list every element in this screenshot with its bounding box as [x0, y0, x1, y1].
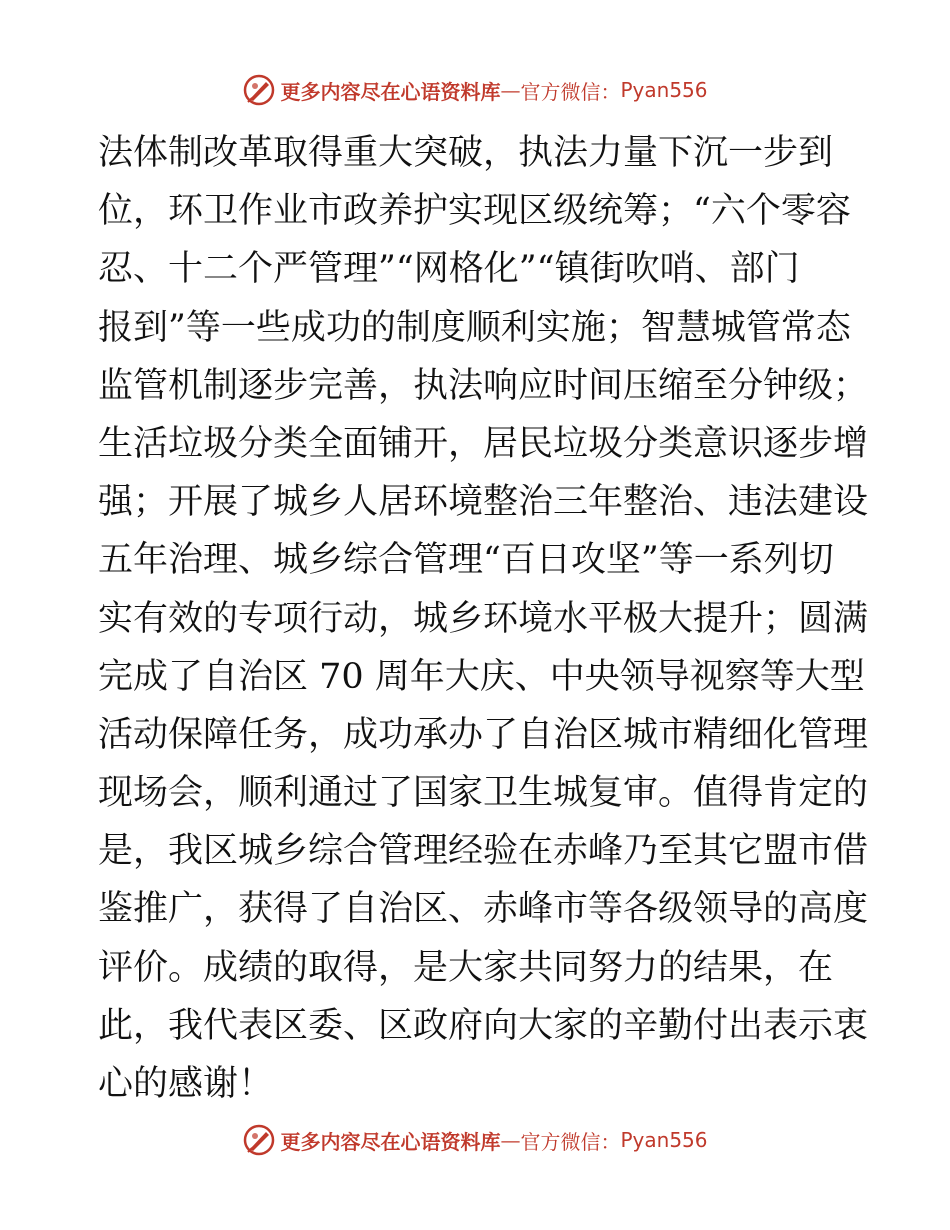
watermark-wechat-label: 官方微信：: [520, 1129, 621, 1154]
text-line: 法体制改革取得重大突破，执法力量下沉一步到: [98, 133, 834, 173]
header-watermark: [0, 70, 950, 110]
text-line: 报到”等一些成功的制度顺利实施；智慧城管常态: [98, 307, 851, 348]
text-line: 评价。成绩的取得，是大家共同努力的结果，在: [98, 947, 834, 988]
text-line: 是，我区城乡综合管理经验在赤峰乃至其它盟市借: [98, 831, 869, 872]
text-line: 心的感谢！: [98, 1064, 274, 1104]
text-line: 位，环卫作业市政养护实现区级统筹；“六个零容: [98, 191, 851, 232]
watermark-wechat-id: Pyan556: [620, 1128, 708, 1152]
watermark-wechat-id: Pyan556: [620, 78, 708, 102]
footer-watermark: [0, 1120, 950, 1160]
text-line: 五年治理、城乡综合管理“百日攻坚”等一系列切: [98, 540, 834, 581]
document-body: [98, 124, 868, 1113]
watermark-dash: —: [500, 1128, 521, 1152]
feather-pen-logo-icon: [242, 73, 276, 107]
watermark-wechat-label: 官方微信：: [520, 79, 621, 104]
text-line: 完成了自治区 70 周年大庆、中央领导视察等大型: [98, 656, 865, 697]
text-line: 监管机制逐步完善，执法响应时间压缩至分钟级；: [98, 365, 869, 406]
text-line: 实有效的专项行动，城乡环境水平极大提升；圆满: [98, 598, 869, 639]
text-line: 现场会，顺利通过了国家卫生城复审。值得肯定的: [98, 773, 869, 814]
watermark-dash: —: [500, 78, 521, 102]
text-line: 忍、十二个严管理”“网格化”“镇街吹哨、部门: [98, 249, 800, 290]
text-line: 鉴推广，获得了自治区、赤峰市等各级领导的高度: [98, 889, 869, 930]
feather-pen-logo-icon: [242, 1123, 276, 1157]
text-line: 此，我代表区委、区政府向大家的辛勤付出表示衷: [98, 1005, 869, 1046]
watermark-brand: 更多内容尽在心语资料库: [280, 1129, 501, 1154]
text-line: 强；开展了城乡人居环境整治三年整治、违法建设: [98, 482, 869, 523]
text-line: 活动保障任务，成功承办了自治区城市精细化管理: [98, 714, 869, 755]
text-line: 生活垃圾分类全面铺开，居民垃圾分类意识逐步增: [98, 423, 869, 464]
watermark-brand: 更多内容尽在心语资料库: [280, 79, 501, 104]
